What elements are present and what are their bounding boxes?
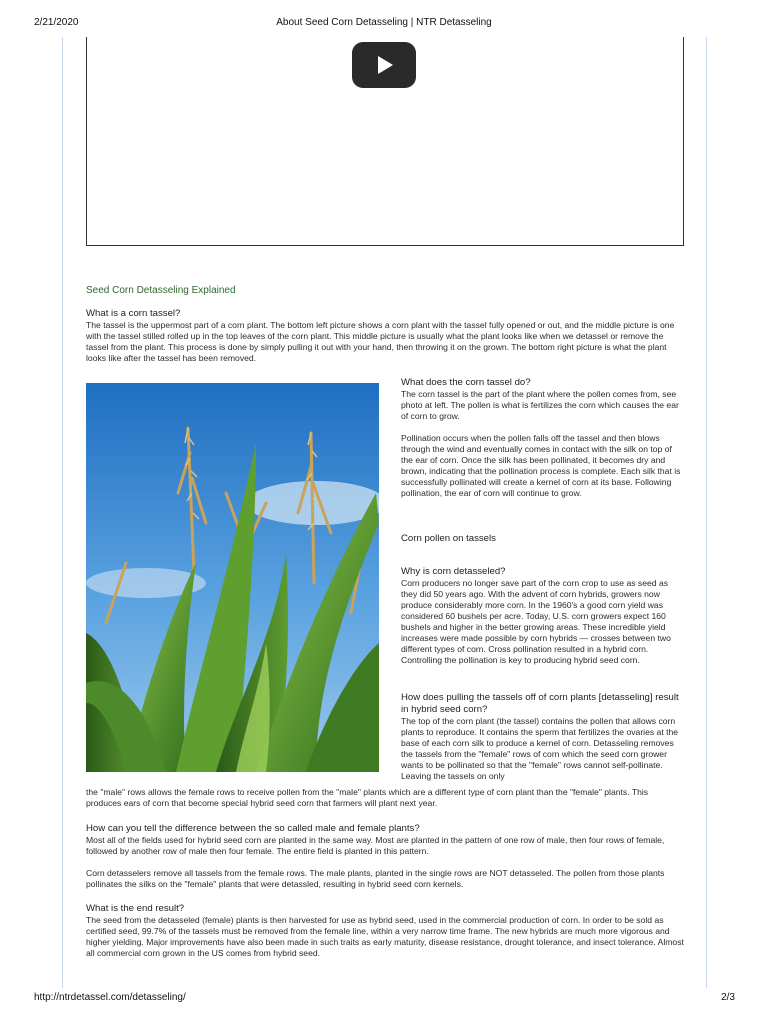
print-page-number: 2/3 xyxy=(721,992,735,1003)
answer-text: Pollination occurs when the pollen falls off the tassel and then blows through the wind and eventually comes in contact with the silk on top of the ear of corn. Once the silk has been pollinated, it becomes dry and brown, indicating that the pollination process is complete. Each silk that is successfully pollinated will create a kernel of corn at its base. Following pollination, the ear of corn will continue to grow. xyxy=(401,433,681,498)
question-heading: What is a corn tassel? xyxy=(86,308,181,319)
faq-how-detasseling-works xyxy=(401,692,685,782)
answer-text: Corn producers no longer save part of the corn crop to use as seed as they did 50 years ago. With the advent of corn hybrids, growers now produce considerably more corn. In the 1960's a good corn yield was considered 60 bushels per acre. Today, U.S. corn growers expect 160 bushels and higher in the better growing areas. These incredible yield increases were made possible by corn hybrids — crosses between two different types of corn. Cross pollination resulted in a hybrid corn. Controlling the pollination is key to producing hybrid seed corn. xyxy=(401,578,671,665)
faq-corn-tassel xyxy=(86,308,684,364)
question-heading: How can you tell the difference between the so called male and female plants? xyxy=(86,823,420,834)
faq-tassel-function xyxy=(401,377,685,499)
print-date: 2/21/2020 xyxy=(34,17,79,28)
photo-caption xyxy=(401,533,685,545)
question-heading: Why is corn detasseled? xyxy=(401,566,506,577)
question-heading: What does the corn tassel do? xyxy=(401,377,531,388)
question-heading: What is the end result? xyxy=(86,903,185,914)
answer-text: The corn tassel is the part of the plant where the pollen comes from, see photo at left. The pollen is what is fertilizes the corn which causes the ear of corn to grow. xyxy=(401,389,679,421)
page-border-left xyxy=(62,37,63,988)
play-button-icon xyxy=(378,56,393,74)
faq-why-detassel xyxy=(401,566,685,666)
answer-text: Corn detasselers remove all tassels from the female rows. The male plants, planted in the single rows are NOT detasseled. The pollen from those plants pollinates the silks on the "female" plants that were detassled, resulting in hybrid seed corn kernels. xyxy=(86,868,665,889)
photo-caption-text: Corn pollen on tassels xyxy=(401,533,496,544)
answer-text: The seed from the detasseled (female) plants is then harvested for use as hybrid seed, used in the commercial production of corn. In order to be sold as certified seed, 99.7% of the tassels must be removed from the female line, within a very narrow time frame. The new hybrids are much more vigorous and higher yielding. Major improvements have also been made in such traits as early maturity, disease resistance, drought tolerance, and insect tolerance. Almost all commercial corn grown in the US comes from hybrid seed. xyxy=(86,915,684,958)
print-url: http://ntrdetassel.com/detasseling/ xyxy=(34,992,186,1003)
question-heading: How does pulling the tassels off of corn plants [detasseling] result in hybrid seed corn? xyxy=(401,692,679,715)
page-border-right xyxy=(706,37,707,988)
section-title: Seed Corn Detasseling Explained xyxy=(86,285,236,296)
embedded-video[interactable] xyxy=(86,37,684,246)
answer-text: The top of the corn plant (the tassel) contains the pollen that allows corn plants to reproduce. It contains the sperm that fertilizes the ovaries at the base of each corn silk to produce a kernel of corn. Detasseling removes the tassels from the "female" rows of corn which the seed corn grower wants to be pollinated so that the "female" rows cannot self-pollinate. Leaving the tassels on only xyxy=(401,716,679,781)
answer-text: The tassel is the uppermost part of a corn plant. The bottom left picture shows a corn plant with the tassel fully opened or out, and the middle picture is one with the tassel stilled rolled up in the top leaves of the corn plant. This middle picture is usually what the plant looks like when we detassel or remove the tassel from the plant. This process is done by simply pulling it out with your hand, then throwing it on the grown. The bottom right picture is what the plant looks like after the tassel has been removed. xyxy=(86,320,675,363)
play-button[interactable] xyxy=(352,42,416,88)
print-page-title: About Seed Corn Detasseling | NTR Detasseling xyxy=(276,17,492,28)
corn-tassel-photo xyxy=(86,383,379,772)
faq-male-female xyxy=(86,823,684,890)
print-header xyxy=(0,17,768,31)
answer-text: the "male" rows allows the female rows to receive pollen from the "male" plants which are a different type of corn plant than the "female" plants. This produces ears of corn that become special hybrid seed corn that farmers will plant next year. xyxy=(86,787,649,808)
answer-text: Most all of the fields used for hybrid seed corn are planted in the same way. Most are planted in the pattern of one row of male, then four rows of female, followed by another row of male then four female. The entire field is planted in this pattern. xyxy=(86,835,665,856)
faq-how-detasseling-works-cont xyxy=(86,787,684,809)
faq-end-result xyxy=(86,903,684,959)
print-footer xyxy=(0,992,768,1006)
